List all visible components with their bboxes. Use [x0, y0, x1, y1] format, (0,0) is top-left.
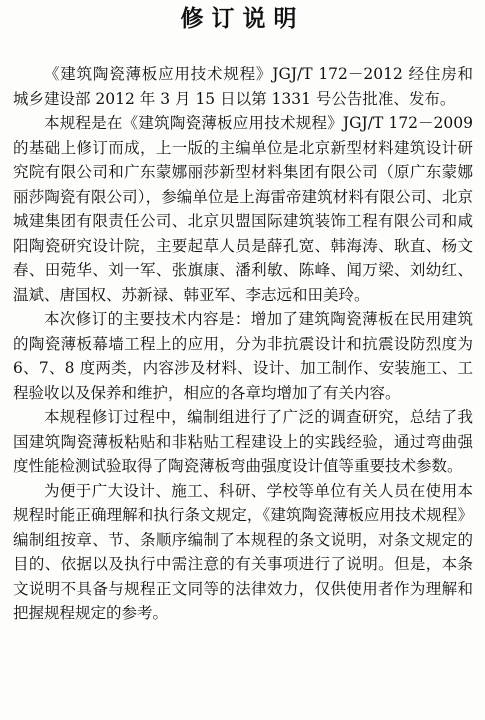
page-title: 修订说明 — [180, 6, 305, 32]
paragraph-main-content: 本次修订的主要技术内容是：增加了建筑陶瓷薄板在民用建筑的陶瓷薄板幕墙工程上的应用，分为非抗震设计和抗震设防烈度为 6、7、8 度两类，内容涉及材料、设计、加工制作、安装施工、工程验收以及保养和维护，相应的各章均增加了有关内容。 — [13, 310, 473, 402]
paragraph-research: 本规程修订过程中，编制组进行了广泛的调查研究，总结了我国建筑陶瓷薄板粘贴和非粘贴工程建设上的实践经验，通过弯曲强度性能检测试验取得了陶瓷薄板弯曲强度设计值等重要技术参数。 — [13, 408, 473, 475]
paragraph-revision-history: 本规程是在《建筑陶瓷薄板应用技术规程》JGJ/T 172－2009 的基础上修订而成，上一版的主编单位是北京新型材料建筑设计研究院有限公司和广东蒙娜丽莎新型材料集团有限公司（原广东蒙娜丽莎陶瓷有限公司），参编单位是上海雷帝建筑材料有限公司、北京城建集团有限责任公司、北京贝盟国际建筑装饰工程有限公司和咸阳陶瓷研究设计院，主要起草人员是薛孔宽、韩海涛、耿直、杨文春、田菀华、刘一军、张旗康、潘利敏、陈峰、闻万梁、刘幼红、温斌、唐国权、苏新禄、韩亚军、李志远和田美玲。 — [13, 114, 473, 304]
document-body — [13, 62, 473, 626]
paragraph-approval: 《建筑陶瓷薄板应用技术规程》JGJ/T 172－2012 经住房和城乡建设部 2012 年 3 月 15 日以第 1331 号公告批准、发布。 — [13, 65, 473, 108]
paragraph-purpose: 为便于广大设计、施工、科研、学校等单位有关人员在使用本规程时能正确理解和执行条文规定，《建筑陶瓷薄板应用技术规程》编制组按章、节、条顺序编制了本规程的条文说明，对条文规定的目的、依据以及执行中需注意的有关事项进行了说明。但是，本条文说明不具备与规程正文同等的法律效力，仅供使用者作为理解和把握规程规定的参考。 — [13, 481, 473, 622]
